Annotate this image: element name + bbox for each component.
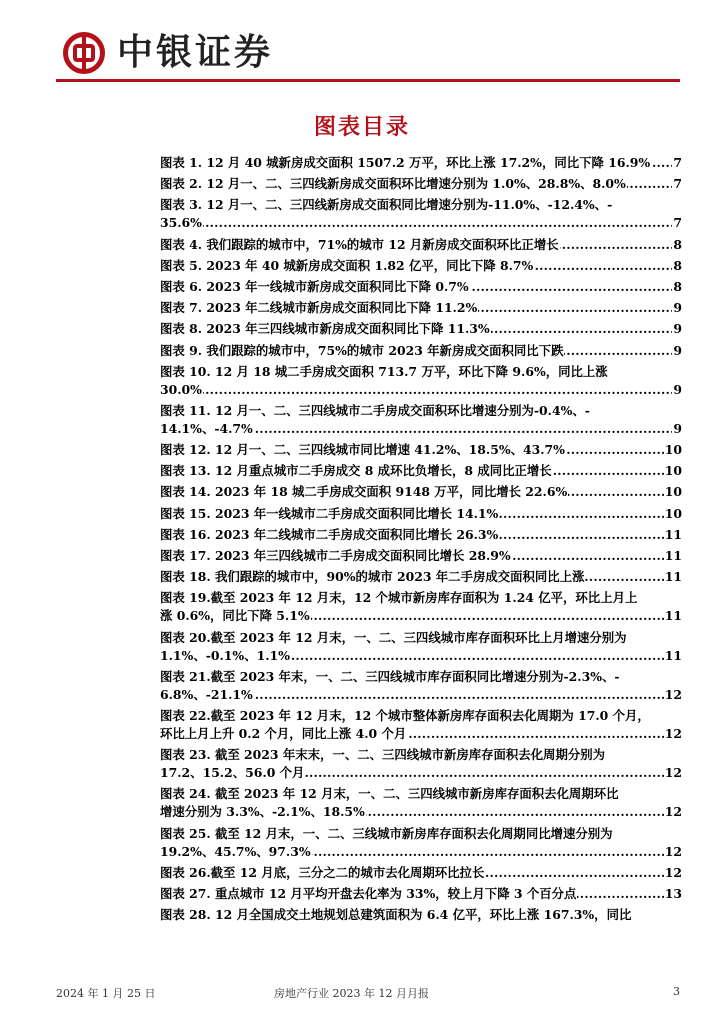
toc-entry-line (160, 214, 682, 232)
toc-page-number: 12 (664, 804, 682, 820)
toc-entry-line (160, 236, 682, 254)
toc-entry[interactable] (160, 547, 682, 565)
toc-entry-text: 图表 3. 12 月一、二、三四线新房成交面积同比增速分别为-11.0%、-12.4%、- (160, 197, 613, 213)
toc-entry-text: 图表 22.截至 2023 年 12 月末，12 个城市整体新房库存面积去化周期为 17.0 个月， (160, 707, 650, 723)
toc-entry[interactable] (160, 278, 682, 296)
toc-entry-line (160, 764, 682, 782)
toc-entry-text: 图表 6. 2023 年一线城市新房成交面积同比下降 0.7% (160, 278, 469, 294)
toc-entry-line (160, 299, 682, 317)
toc-entry[interactable] (160, 526, 682, 544)
toc-entry-text: 图表 23. 截至 2023 年末末，一、二、三四线城市新房库存面积去化周期分别为 (160, 747, 606, 763)
toc-entry-line (160, 589, 682, 607)
toc-entry-text: 图表 10. 12 月 18 城二手房成交面积 713.7 万平，环比下降 9.6%，同比上涨 (160, 363, 608, 379)
toc-entry-text: 涨 0.6%，同比下降 5.1% (160, 608, 310, 624)
toc-page-number: 10 (664, 484, 682, 500)
page-header (0, 0, 724, 86)
toc-entry-line (160, 568, 682, 586)
toc-entry-text: 图表 20.截至 2023 年 12 月末，一、二、三四线城市库存面积环比上月增速分别为 (160, 629, 627, 645)
toc-entry[interactable] (160, 175, 682, 193)
toc-entry[interactable] (160, 885, 682, 903)
toc-entry[interactable] (160, 462, 682, 480)
toc-entry[interactable] (160, 196, 682, 232)
toc-entry-text: 1.1%、-0.1%、1.1% (160, 647, 290, 663)
toc-page-number: 7 (673, 155, 682, 170)
toc-entry[interactable] (160, 589, 682, 625)
toc-entry-text: 环比上月上升 0.2 个月，同比上涨 4.0 个月 (160, 725, 407, 741)
toc-entry-text: 增速分别为 3.3%、-2.1%、18.5% (160, 804, 365, 820)
toc-entry-line (160, 607, 682, 625)
toc-entry-line (160, 906, 682, 924)
toc-entry[interactable] (160, 906, 682, 924)
toc-entry-line (160, 441, 682, 459)
toc-entry-text: 图表 24. 截至 2023 年 12 月末，一、二、三四线城市新房库存面积去化周期环比 (160, 786, 619, 802)
toc-page-number: 7 (673, 215, 682, 231)
toc-page-number: 7 (673, 176, 682, 192)
toc-entry[interactable] (160, 342, 682, 360)
toc-entry-text: 图表 14. 2023 年 18 城二手房成交面积 9148 万平，同比增长 22.6% (160, 484, 568, 500)
toc-entry-line (160, 342, 682, 360)
toc-entry-line (160, 803, 682, 821)
toc-entry-text: 6.8%、-21.1% (160, 686, 253, 702)
toc-page-number: 11 (664, 647, 682, 663)
toc-entry[interactable] (160, 825, 682, 861)
toc-entry[interactable] (160, 746, 682, 782)
toc-entry-text: 图表 11. 12 月一、二、三四线城市二手房成交面积环比增速分别为-0.4%、- (160, 402, 590, 418)
toc-entry-text: 图表 19.截至 2023 年 12 月末，12 个城市新房库存面积为 1.24 亿平，环比上月上 (160, 590, 638, 606)
toc-entry-line (160, 462, 682, 480)
toc-entry-text: 17.2、15.2、56.0 个月 (160, 765, 305, 781)
toc-entry[interactable] (160, 505, 682, 523)
toc-entry-text: 图表 8. 2023 年三四线城市新房成交面积同比下降 11.3% (160, 321, 490, 337)
toc-page-number: 8 (673, 257, 682, 273)
toc-page-number: 9 (673, 321, 682, 337)
toc-entry-line (160, 746, 682, 764)
toc-entry-text: 图表 25. 截至 12 月末，一、二、三线城市新房库存面积去化周期同比增速分别为 (160, 825, 613, 841)
toc-entry-line (160, 257, 682, 275)
toc-page-number: 12 (664, 765, 682, 781)
toc-page-number: 9 (673, 342, 682, 358)
toc-entry-line (160, 647, 682, 665)
table-of-figures (160, 154, 682, 927)
toc-page-number: 9 (673, 381, 682, 397)
toc-entry[interactable] (160, 864, 682, 882)
toc-page-number: 12 (664, 725, 682, 741)
toc-page-number: 11 (664, 526, 682, 542)
toc-entry[interactable] (160, 299, 682, 317)
toc-entry-text: 图表 9. 我们跟踪的城市中，75%的城市 2023 年新房成交面积同比下跌 (160, 342, 564, 358)
toc-entry-text: 图表 12. 12 月一、二、三四线城市同比增速 41.2%、18.5%、43.7% (160, 442, 565, 458)
toc-entry-text: 图表 16. 2023 年二线城市二手房成交面积同比增长 26.3% (160, 526, 499, 542)
toc-entry[interactable] (160, 668, 682, 704)
toc-page-number: 9 (673, 420, 682, 436)
toc-entry-line (160, 885, 682, 903)
toc-page-number: 11 (664, 608, 682, 624)
toc-entry-line (160, 483, 682, 501)
toc-entry[interactable] (160, 257, 682, 275)
toc-entry-text: 图表 13. 12 月重点城市二手房成交 8 成环比负增长，8 成同比正增长 (160, 463, 552, 479)
toc-entry-text: 图表 2. 12 月一、二、三四线新房成交面积环比增速分别为 1.0%、28.8%、8.0% (160, 176, 626, 192)
toc-entry-text: 35.6% (160, 215, 202, 231)
toc-entry-text: 图表 26.截至 12 月底，三分之二的城市去化周期环比拉长 (160, 864, 485, 880)
toc-entry-text: 图表 17. 2023 年三四线城市二手房成交面积同比增长 28.9% (160, 548, 511, 563)
page-title: 图表目录 (313, 115, 410, 140)
toc-entry-text: 30.0% (160, 381, 202, 397)
toc-entry-text: 图表 4. 我们跟踪的城市中，71%的城市 12 月新房成交面积环比正增长 (160, 236, 559, 252)
toc-entry-line (160, 196, 682, 214)
toc-entry[interactable] (160, 483, 682, 501)
toc-entry-text: 图表 18. 我们跟踪的城市中，90%的城市 2023 年二手房成交面积同比上涨 (160, 569, 585, 585)
toc-entry[interactable] (160, 154, 682, 172)
toc-page-number: 12 (664, 686, 682, 702)
toc-page-number: 9 (673, 300, 682, 316)
header-divider (56, 79, 680, 82)
toc-entry-line (160, 381, 682, 399)
toc-page-number: 11 (664, 548, 682, 563)
brand-name: 中银证券 (117, 32, 274, 73)
toc-entry-line (160, 686, 682, 704)
toc-entry-line (160, 707, 682, 725)
toc-entry-text: 图表 28. 12 月全国成交土地规划总建筑面积为 6.4 亿平，环比上涨 167.3%，同比 (160, 907, 632, 923)
toc-page-number: 10 (664, 463, 682, 479)
page-number: 3 (673, 985, 680, 998)
toc-page-number: 10 (664, 442, 682, 458)
toc-entry-line (160, 320, 682, 338)
toc-entry-line (160, 668, 682, 686)
toc-entry-line (160, 725, 682, 743)
toc-entry[interactable] (160, 236, 682, 254)
toc-entry[interactable] (160, 363, 682, 399)
toc-entry-line (160, 526, 682, 544)
toc-entry-line (160, 278, 682, 296)
toc-entry[interactable] (160, 402, 682, 438)
toc-entry-line (160, 175, 682, 193)
toc-entry-line (160, 864, 682, 882)
toc-entry[interactable] (160, 785, 682, 821)
toc-entry[interactable] (160, 707, 682, 743)
toc-entry[interactable] (160, 320, 682, 338)
toc-page-number: 10 (664, 505, 682, 521)
toc-entry-line (160, 825, 682, 843)
bank-of-china-logo-icon (62, 31, 106, 75)
toc-entry-line (160, 629, 682, 647)
toc-entry-line (160, 547, 682, 565)
toc-page-number: 11 (664, 569, 682, 585)
toc-entry[interactable] (160, 441, 682, 459)
toc-page-number: 8 (673, 278, 682, 294)
toc-entry-text: 图表 7. 2023 年二线城市新房成交面积同比下降 11.2% (160, 300, 478, 316)
toc-entry-line (160, 420, 682, 438)
toc-entry-text: 图表 15. 2023 年一线城市二手房成交面积同比增长 14.1% (160, 505, 499, 521)
toc-entry[interactable] (160, 568, 682, 586)
toc-page-number: 8 (673, 236, 682, 252)
toc-entry-text: 图表 1. 12 月 40 城新房成交面积 1507.2 万平，环比上涨 17.2%，同比下降 16.9% (160, 155, 651, 170)
toc-entry-text: 19.2%、45.7%、97.3% (160, 843, 311, 859)
toc-page-number: 12 (664, 843, 682, 859)
toc-page-number: 12 (664, 864, 682, 880)
toc-entry-line (160, 505, 682, 523)
toc-entry-text: 14.1%、-4.7% (160, 420, 253, 436)
toc-entry-text: 图表 21.截至 2023 年末，一、二、三四线城市库存面积同比增速分别为-2.3%、- (160, 668, 620, 684)
toc-page-number: 13 (664, 885, 682, 901)
report-date: 2024 年 1 月 25 日 (56, 987, 156, 1000)
toc-entry-line (160, 402, 682, 420)
toc-entry[interactable] (160, 629, 682, 665)
toc-entry-line (160, 363, 682, 381)
toc-entry-text: 图表 27. 重点城市 12 月平均开盘去化率为 33%，较上月下降 3 个百分点 (160, 885, 577, 901)
toc-entry-line (160, 843, 682, 861)
toc-entry-line (160, 154, 682, 172)
report-name: 房地产行业 2023 年 12 月月报 (274, 987, 429, 1000)
toc-entry-line (160, 785, 682, 803)
toc-entry-text: 图表 5. 2023 年 40 城新房成交面积 1.82 亿平，同比下降 8.7% (160, 257, 534, 273)
